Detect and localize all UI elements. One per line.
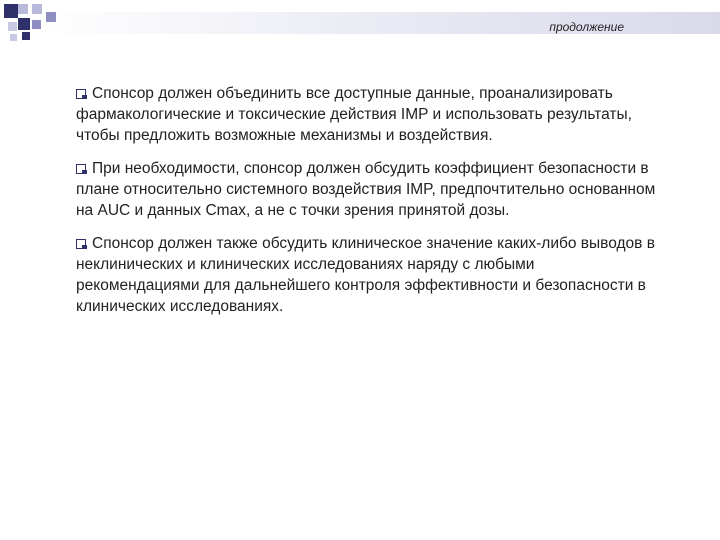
bullet-item xyxy=(76,83,656,146)
bullet-text: Спонсор должен также обсудить клиническое значение каких-либо выводов в неклинических и клинических исследованиях наряду с любыми рекомендациями для дальнейшего контроля эффективности и безопасности в клинических исследованиях. xyxy=(76,235,655,315)
square-light xyxy=(8,22,17,31)
square-light xyxy=(32,4,42,14)
bullet-list xyxy=(76,83,656,329)
bullet-item xyxy=(76,233,656,317)
checkbox-bullet-icon xyxy=(76,239,87,249)
bullet-item xyxy=(76,158,656,221)
bullet-text: При необходимости, спонсор должен обсудить коэффициент безопасности в плане относительно системного воздействия IMP, предпочтительно основанном на AUC и данных Cmax, а не с точки зрения принятой дозы. xyxy=(76,160,656,219)
square-light xyxy=(10,34,17,41)
square-dark xyxy=(18,18,30,30)
checkbox-bullet-icon xyxy=(76,89,87,99)
square-dark xyxy=(22,32,30,40)
square-dark xyxy=(4,4,18,18)
square-light xyxy=(18,4,28,14)
checkbox-bullet-icon xyxy=(76,164,87,174)
bullet-text: Спонсор должен объединить все доступные данные, проанализировать фармакологические и токсические действия IMP и использовать результаты, чтобы предложить возможные механизмы и воздействия. xyxy=(76,85,632,144)
square-mid xyxy=(32,20,41,29)
square-mid xyxy=(46,12,56,22)
continuation-label: продолжение xyxy=(549,20,624,34)
